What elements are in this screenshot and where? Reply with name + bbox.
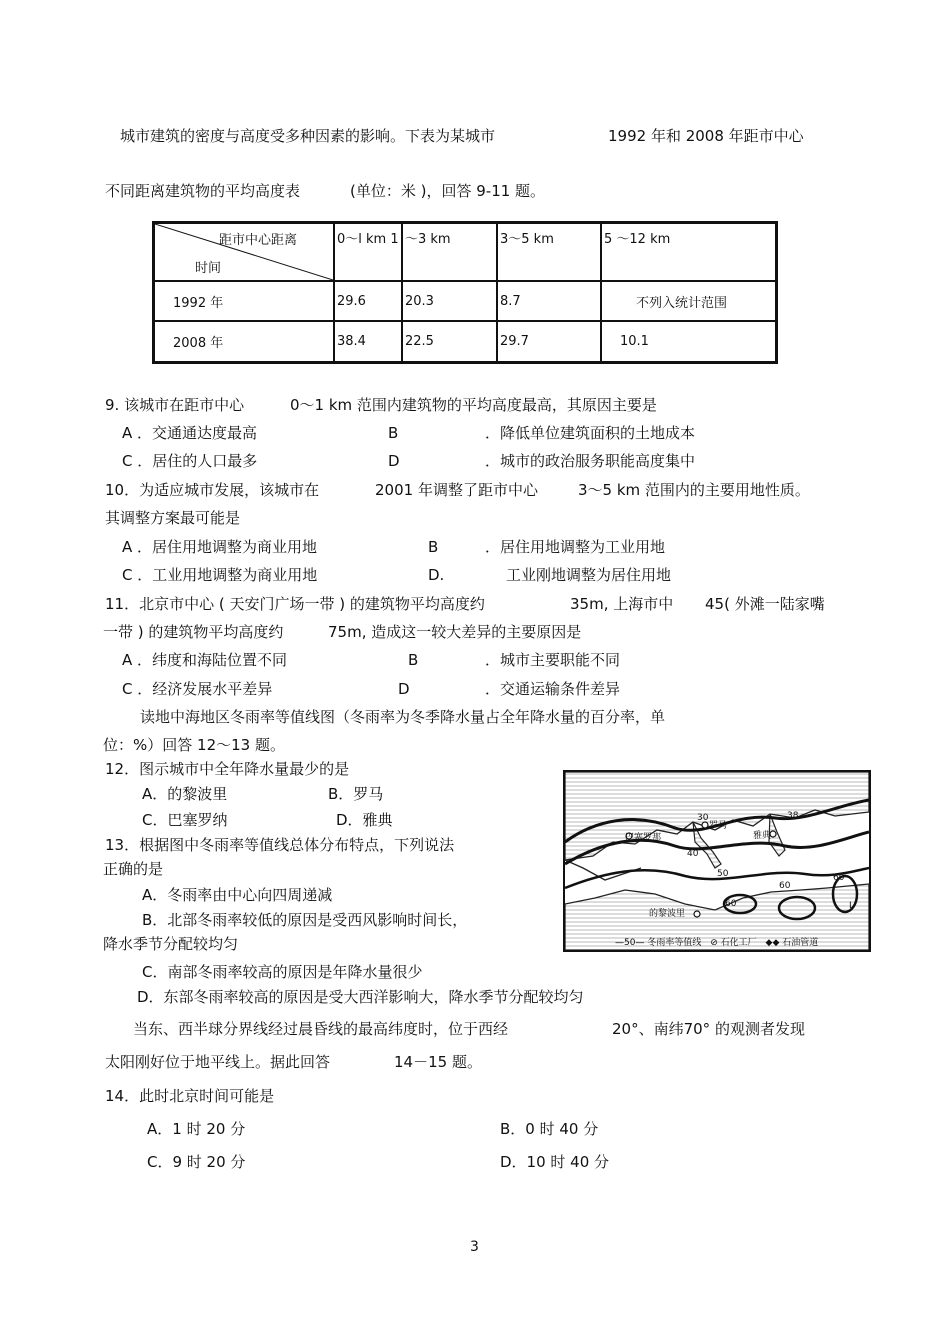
q10-option-a: A ．居住用地调整为商业用地 — [122, 538, 318, 556]
map-legend — [615, 935, 818, 948]
pipeline-icon: ◆◆ — [765, 938, 780, 948]
q10-stem-c: 3～5 km 范围内的主要用地性质。 — [578, 481, 810, 499]
q13-option-c: C．南部冬雨率较高的原因是年降水量很少 — [142, 963, 423, 981]
map-isoline-label: 60 — [779, 881, 791, 891]
map-isoline-label: 30 — [697, 813, 709, 823]
table-row-year: 1992 年 — [154, 281, 335, 321]
q9-option-a: A ．交通通达度最高 — [122, 424, 258, 442]
table-cell: 38.4 — [334, 321, 402, 362]
q12-stem: 12．图示城市中全年降水量最少的是 — [105, 760, 350, 778]
q10-option-b-label: B — [428, 538, 439, 556]
map-city-athens: 雅典 — [753, 831, 772, 841]
table-cell: 不列入统计范围 — [601, 281, 777, 321]
map-city-barcelona: 巴塞罗那 — [625, 833, 662, 843]
q9-option-b-text: ．降低单位建筑面积的土地成本 — [485, 424, 696, 442]
intro3-line2-b: 14－15 题。 — [394, 1053, 482, 1071]
intro3-line1-b: 20°、南纬70° 的观测者发现 — [612, 1020, 805, 1038]
q13-option-b-line1: B．北部冬雨率较低的原因是受西风影响时间长， — [142, 911, 468, 929]
q14-option-d: D．10 时 40 分 — [500, 1153, 610, 1171]
table-diagonal-header-cell — [154, 223, 335, 282]
diag-header-distance: 距市中心距离 — [219, 233, 298, 248]
q11-option-d-text: ．交通运输条件差异 — [485, 680, 621, 698]
q11-stem-b: 35m, 上海市中 — [570, 595, 674, 613]
diag-header-time: 时间 — [195, 261, 222, 276]
q14-option-c: C．9 时 20 分 — [147, 1153, 246, 1171]
building-height-table — [152, 221, 778, 364]
map-city-rome: 罗马 — [709, 821, 728, 831]
intro-line1-b: 1992 年和 2008 年距市中心 — [608, 127, 804, 145]
legend-petro-label: 石化工厂 — [720, 938, 757, 948]
intro-line1-a: 城市建筑的密度与高度受多种因素的影响。下表为某城市 — [120, 127, 496, 145]
q10-option-d-label: D. — [428, 566, 445, 584]
map-isoline-label: 38 — [787, 811, 799, 821]
q12-option-b: B．罗马 — [328, 785, 384, 803]
intro-line2-a: 不同距离建筑物的平均高度表 — [105, 182, 301, 200]
q11-stem-c: 45( 外滩一陆家嘴 — [705, 595, 825, 613]
intro3-line1-a: 当东、西半球分界线经过晨昏线的最高纬度时，位于西经 — [133, 1020, 509, 1038]
map-city-tripoli: 的黎波里 — [649, 909, 686, 919]
q13-stem-b: 正确的是 — [103, 860, 164, 878]
intro-line2-b: (单位：米 )，回答 9-11 题。 — [350, 182, 546, 200]
q11-option-c: C ．经济发展水平差异 — [122, 680, 273, 698]
table-cell: 22.5 — [402, 321, 497, 362]
q11-option-b-label: B — [408, 651, 419, 669]
q9-option-b-label: B — [388, 424, 399, 442]
q11-stem-d: 一带 ) 的建筑物平均高度约 — [103, 623, 284, 641]
q13-option-a: A．冬雨率由中心向四周递减 — [142, 886, 333, 904]
q10-stem-b: 2001 年调整了距市中心 — [375, 481, 538, 499]
intro3-line2-a: 太阳刚好位于地平线上。据此回答 — [105, 1053, 331, 1071]
q10-option-b-text: ．居住用地调整为工业用地 — [485, 538, 666, 556]
map-drawing — [565, 772, 869, 950]
table-cell: 29.7 — [497, 321, 601, 362]
q13-option-d: D．东部冬雨率较高的原因是受大西洋影响大，降水季节分配较均匀 — [137, 988, 584, 1006]
q9-option-d-label: D — [388, 452, 400, 470]
page-number: 3 — [470, 1239, 479, 1255]
map-isoline-label: 40 — [687, 849, 699, 859]
q9-option-d-text: ．城市的政治服务职能高度集中 — [485, 452, 696, 470]
isoline-legend-icon: —50— — [615, 938, 645, 948]
q9-stem-b: 0～1 km 范围内建筑物的平均高度最高，其原因主要是 — [290, 396, 657, 414]
map-isoline-label: L — [849, 901, 855, 911]
q10-option-d-text: 工业刚地调整为居住用地 — [506, 566, 672, 584]
q9-stem-a: 9. 该城市在距市中心 — [105, 396, 245, 414]
q10-stem-a: 10．为适应城市发展，该城市在 — [105, 481, 320, 499]
table-cell: 29.6 — [334, 281, 402, 321]
table-cell: 10.1 — [601, 321, 777, 362]
q12-option-c: C．巴塞罗纳 — [142, 811, 228, 829]
q9-option-c: C ．居住的人口最多 — [122, 452, 258, 470]
intro2-line1: 读地中海地区冬雨率等值线图（冬雨率为冬季降水量占全年降水量的百分率，单 — [140, 708, 666, 726]
q11-option-a: A ．纬度和海陆位置不同 — [122, 651, 288, 669]
q12-option-a: A．的黎波里 — [142, 785, 228, 803]
q11-option-b-text: ．城市主要职能不同 — [485, 651, 621, 669]
table-row-year: 2008 年 — [154, 321, 335, 362]
table-cell: 8.7 — [497, 281, 601, 321]
map-isoline-label: 60 — [833, 873, 845, 883]
mediterranean-winter-rain-map — [563, 770, 871, 952]
table-header-cell: 5 ～12 km — [601, 223, 777, 282]
q14-option-a: A．1 时 20 分 — [147, 1120, 246, 1138]
q13-option-b-line2: 降水季节分配较均匀 — [103, 935, 239, 953]
q13-stem-a: 13．根据图中冬雨率等值线总体分布特点，下列说法 — [105, 836, 455, 854]
legend-isoline-label: 冬雨率等值线 — [647, 938, 702, 948]
q11-stem-e: 75m, 造成这一较大差异的主要原因是 — [328, 623, 582, 641]
q11-stem-a: 11．北京市中心 ( 天安门广场一带 ) 的建筑物平均高度约 — [105, 595, 485, 613]
q14-stem: 14．此时北京时间可能是 — [105, 1087, 275, 1105]
petrochemical-plant-icon: ⊘ — [710, 938, 718, 948]
table-header-cell: 3～5 km — [497, 223, 601, 282]
table-header-cell: 0～l km 1 — [334, 223, 402, 282]
q10-option-c: C ．工业用地调整为商业用地 — [122, 566, 318, 584]
q11-option-d-label: D — [398, 680, 410, 698]
table-cell: 20.3 — [402, 281, 497, 321]
map-isoline-label: 60 — [725, 899, 737, 909]
map-isoline-label: 50 — [717, 869, 729, 879]
q14-option-b: B．0 时 40 分 — [500, 1120, 599, 1138]
q10-stem-d: 其调整方案最可能是 — [105, 509, 241, 527]
intro2-line2: 位：%）回答 12～13 题。 — [103, 736, 285, 754]
legend-pipe-label: 石油管道 — [782, 938, 819, 948]
table-header-cell: ～3 km — [402, 223, 497, 282]
q12-option-d: D．雅典 — [336, 811, 393, 829]
